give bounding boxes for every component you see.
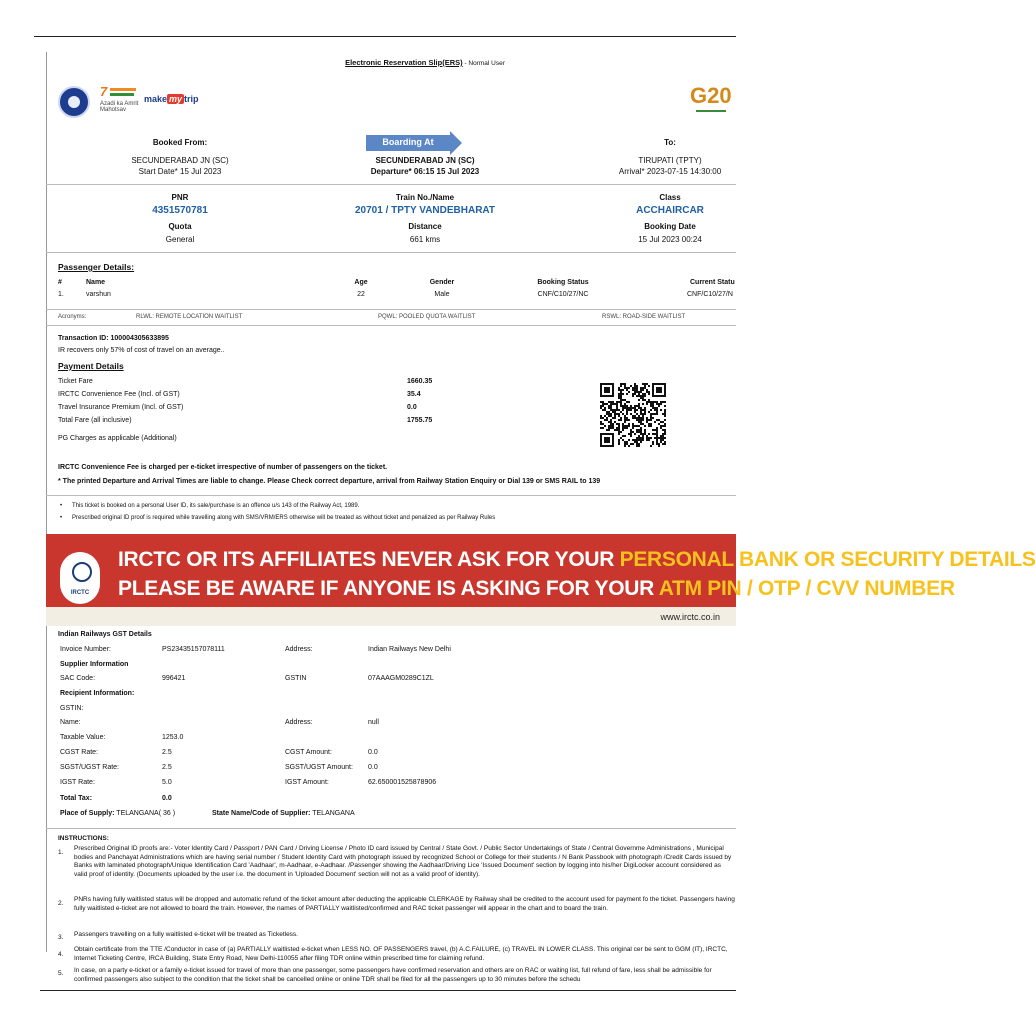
sgst-rate-value: 2.5 xyxy=(162,764,172,771)
booking-date-label: Booking Date xyxy=(644,222,696,231)
address-value: Indian Railways New Delhi xyxy=(368,646,451,653)
divider-journey xyxy=(46,184,736,185)
makemytrip-logo xyxy=(144,94,199,104)
igst-rate-label: IGST Rate: xyxy=(60,779,95,786)
instruction-2-num: 2. xyxy=(58,900,64,907)
passenger-gender: Male xyxy=(434,291,450,298)
ticket-frame xyxy=(46,52,769,952)
cgst-amount-value: 0.0 xyxy=(368,749,378,756)
g20-logo xyxy=(690,84,736,118)
igst-amount-label: IGST Amount: xyxy=(285,779,329,786)
sac-value: 996421 xyxy=(162,675,186,682)
arrival-time: Arrival* 2023-07-15 14:30:00 xyxy=(618,167,722,176)
boarding-at-label: Boarding At xyxy=(382,137,434,147)
acronym-rswl: RSWL: ROAD-SIDE WAITLIST xyxy=(602,314,686,320)
instruction-4: Obtain certificate from the TTE /Conductor in case of (a) PARTIALLY waitlisted e-ticket when LESS NO. OF PASSENGERS travel, (b) A.C.FAILURE, (c) TRAVEL IN LOWER CLASS. This original cer be sent to GGM (IT), IRCTC, Internet Ticketing Centre, IRCA Building, State Entry Road, New Delhi-110055 after filing TDR online within prescribed time for claiming refund. xyxy=(74,946,728,962)
instruction-3: Passengers travelling on a fully waitlisted e-ticket will be treated as Ticketless. xyxy=(74,931,298,938)
passenger-name: varshun xyxy=(86,291,111,298)
quota-value: General xyxy=(165,235,195,244)
ers-title: Electronic Reservation Slip(ERS) xyxy=(345,58,463,67)
convenience-fee-value: 35.4 xyxy=(407,391,421,398)
banner-line-1-b: PERSONAL BANK OR SECURITY DETAILS xyxy=(619,548,1036,571)
mmt-make: make xyxy=(144,94,168,104)
boarding-station: SECUNDERABAD JN (SC) xyxy=(375,156,475,165)
sgst-amount-value: 0.0 xyxy=(368,764,378,771)
banner-line-1 xyxy=(118,548,1036,572)
instruction-1: Prescribed Original ID proofs are:- Voter Identity Card / Passport / PAN Card / Driving License / Photo ID card issued by Central / State Govt. / Public Sector Undertakings of State / Central Governme Administrations , Municipal bodies and Panchayat Administrations which are having serial number / Student Identity Card with photograph issued by recognized School or College for their students / N Bank Passbook with photograph /Credit Cards issued by Banks with laminated photograph/Unique Identification Card 'Aadhaar', m-Aadhaar, e-Aadhaar. /Passenger showing the Aadhaar/Driving Lice 'Issued Document' section by logging into his/her DigiLocker account considered as valid proof of identity. (Documents uploaded by the user i.e. the document in 'Uploaded Document' section will not as a valid proof of identity). xyxy=(74,845,732,878)
banner-strip xyxy=(46,607,736,626)
id-proof-note: Prescribed original ID proof is required while travelling along with SMS/VRM/ERS otherwise will be treated as without ticket and penalized as per Railway Rules xyxy=(72,515,496,521)
ers-header xyxy=(345,58,505,67)
col-gender: Gender xyxy=(429,279,455,286)
col-name: Name xyxy=(86,279,106,286)
divider-passengers xyxy=(46,309,736,310)
instruction-5: In case, on a party e-ticket or a family e-ticket issued for travel of more than one passenger, some passengers have confirmed reservation and others are on RAC or waiting list, full refund of fare, less shall be admissible for confirmed passengers also subject to the condition that the ticket shall be cancelled online or online TDR shall be filed for all the passengers up to 30 minutes before the schedu xyxy=(74,967,712,983)
acronyms-label: Acronyms: xyxy=(58,314,87,320)
col-age: Age xyxy=(354,279,368,286)
passenger-booking-status: CNF/C10/27/NC xyxy=(537,291,589,298)
pg-charges-note: PG Charges as applicable (Additional) xyxy=(58,435,177,442)
instruction-1-num: 1. xyxy=(58,849,64,856)
booked-from-station: SECUNDERABAD JN (SC) xyxy=(131,156,229,165)
invoice-label: Invoice Number: xyxy=(60,646,111,653)
cgst-amount-label: CGST Amount: xyxy=(285,749,332,756)
insurance-value: 0.0 xyxy=(407,404,417,411)
top-rule xyxy=(34,36,736,37)
recipient-gstin-label: GSTIN: xyxy=(60,705,84,712)
start-date: Start Date* 15 Jul 2023 xyxy=(138,167,222,176)
banner-url: www.irctc.co.in xyxy=(660,612,720,622)
security-banner xyxy=(46,534,1036,626)
irctc-logo-text: IRCTC xyxy=(70,590,90,596)
passenger-num: 1. xyxy=(58,291,64,298)
igst-amount-value: 62.650001525878906 xyxy=(368,779,437,786)
col-booking-status: Booking Status xyxy=(537,279,589,286)
recipient-address-label: Address: xyxy=(285,719,313,726)
bullet-dot-2: • xyxy=(60,515,63,521)
ticket-fare-label: Ticket Fare xyxy=(58,378,93,385)
gstin-label: GSTIN xyxy=(285,675,307,682)
train-value: 20701 / TPTY VANDEBHARAT xyxy=(354,205,496,216)
quota-label: Quota xyxy=(168,222,192,231)
recipient-title: Recipient Information: xyxy=(60,690,135,697)
acronym-pqwl: PQWL: POOLED QUOTA WAITLIST xyxy=(378,314,476,320)
to-label: To: xyxy=(664,138,676,147)
fee-note: IRCTC Convenience Fee is charged per e-ticket irrespective of number of passengers on the ticket. xyxy=(58,464,388,471)
azadi-logo: 7 Azadi ka Amrit Mahotsav xyxy=(100,84,140,116)
state-of-supplier xyxy=(212,810,355,817)
pnr-value: 4351570781 xyxy=(152,205,208,216)
indian-railways-logo xyxy=(58,86,90,118)
acronym-rlwl: RLWL: REMOTE LOCATION WAITLIST xyxy=(136,314,243,320)
cgst-rate-value: 2.5 xyxy=(162,749,172,756)
state-label: State Name/Code of Supplier: xyxy=(212,810,311,817)
total-tax-value: 0.0 xyxy=(162,795,172,802)
total-fare-value: 1755.75 xyxy=(407,417,433,424)
ticket-fare-value: 1660.35 xyxy=(407,378,433,385)
divider-details xyxy=(46,252,736,253)
taxable-label: Taxable Value: xyxy=(60,734,106,741)
sgst-rate-label: SGST/UGST Rate: xyxy=(60,764,119,771)
cost-recovery-note: IR recovers only 57% of cost of travel on an average.. xyxy=(58,347,225,354)
col-num: # xyxy=(58,279,62,286)
mmt-trip: trip xyxy=(184,94,199,104)
passenger-age: 22 xyxy=(357,291,365,298)
time-note: * The printed Departure and Arrival Times are liable to change. Please Check correct departure, arrival from Railway Station Enquiry or Dial 139 or SMS RAIL to 139 xyxy=(58,478,601,485)
booking-date-value: 15 Jul 2023 00:24 xyxy=(638,235,702,244)
distance-value: 661 kms xyxy=(409,235,441,244)
distance-label: Distance xyxy=(408,222,442,231)
departure-time: Departure* 06:15 15 Jul 2023 xyxy=(370,167,480,176)
instruction-3-num: 3. xyxy=(58,934,64,941)
passenger-current-status: CNF/C10/27/N xyxy=(687,291,733,298)
banner-line-1-a: IRCTC OR ITS AFFILIATES NEVER ASK FOR YOUR xyxy=(118,548,620,571)
instruction-4-num: 4. xyxy=(58,951,64,958)
bullet-dot-1: • xyxy=(60,503,63,509)
place-of-supply-value: TELANGANA( 36 ) xyxy=(116,810,176,817)
banner-line-2-b: ATM PIN / OTP / CVV NUMBER xyxy=(658,577,955,600)
convenience-fee-label: IRCTC Convenience Fee (Incl. of GST) xyxy=(58,391,180,398)
address-label: Address: xyxy=(285,646,313,653)
place-of-supply-label: Place of Supply: xyxy=(60,810,115,817)
boarding-at-arrow xyxy=(366,135,450,151)
ers-subtitle: - Normal User xyxy=(462,60,505,67)
total-fare-label: Total Fare (all inclusive) xyxy=(58,417,132,424)
transaction-id: Transaction ID: 100004305633895 xyxy=(58,335,169,342)
taxable-value: 1253.0 xyxy=(162,734,184,741)
recipient-name-label: Name: xyxy=(60,719,81,726)
personal-id-note: This ticket is booked on a personal User ID, its sale/purchase is an offence u/s 143 of the Railway Act, 1989. xyxy=(72,503,360,509)
to-station: TIRUPATI (TPTY) xyxy=(638,156,702,165)
invoice-value: PS23435157078111 xyxy=(162,646,225,653)
instruction-5-num: 5. xyxy=(58,970,64,977)
banner-line-2-a: PLEASE BE AWARE IF ANYONE IS ASKING FOR YOUR xyxy=(118,577,659,600)
irctc-logo xyxy=(60,552,100,604)
instruction-2: PNRs having fully waitlisted status will be dropped and automatic refund of the ticket amount after deducting the applicable CLERKAGE by Railway shall be credited to the account used for payment fo the ticket. Passengers having fully waitlisted e-ticket are not allowed to board the train. However, the names of PARTIALLY waitlisted/confirmed and RAC ticket passenger will appear in the chart and to board the train. xyxy=(74,896,735,912)
sgst-amount-label: SGST/UGST Amount: xyxy=(285,764,353,771)
recipient-address-value: null xyxy=(368,719,379,726)
g20-text: G20 xyxy=(690,83,732,108)
passenger-details-title: Passenger Details: xyxy=(58,262,135,272)
class-label: Class xyxy=(659,193,681,202)
divider-gst xyxy=(46,828,736,829)
place-of-supply xyxy=(60,810,175,817)
gst-title: Indian Railways GST Details xyxy=(58,631,152,638)
banner-line-2 xyxy=(118,577,955,601)
supplier-title: Supplier Information xyxy=(60,661,129,668)
insurance-label: Travel Insurance Premium (Incl. of GST) xyxy=(58,404,184,411)
booked-from-label: Booked From: xyxy=(152,138,208,147)
azadi-text: Azadi ka Amrit Mahotsav xyxy=(100,101,139,113)
bottom-rule xyxy=(40,990,736,991)
train-label: Train No./Name xyxy=(395,193,455,202)
qr-code xyxy=(598,381,668,449)
payment-details-title: Payment Details xyxy=(58,361,124,371)
state-value: TELANGANA xyxy=(312,810,355,817)
pnr-label: PNR xyxy=(171,193,189,202)
total-tax-label: Total Tax: xyxy=(60,795,93,802)
sac-label: SAC Code: xyxy=(60,675,96,682)
divider-notes xyxy=(46,495,736,496)
gstin-value: 07AAAGM0289C1ZL xyxy=(368,675,434,682)
col-current-status: Current Statu xyxy=(690,279,735,286)
cgst-rate-label: CGST Rate: xyxy=(60,749,98,756)
igst-rate-value: 5.0 xyxy=(162,779,172,786)
divider-acronyms xyxy=(46,325,736,326)
class-value: ACCHAIRCAR xyxy=(636,205,704,216)
instructions-title: INSTRUCTIONS: xyxy=(58,835,109,842)
mmt-my: my xyxy=(169,94,183,104)
